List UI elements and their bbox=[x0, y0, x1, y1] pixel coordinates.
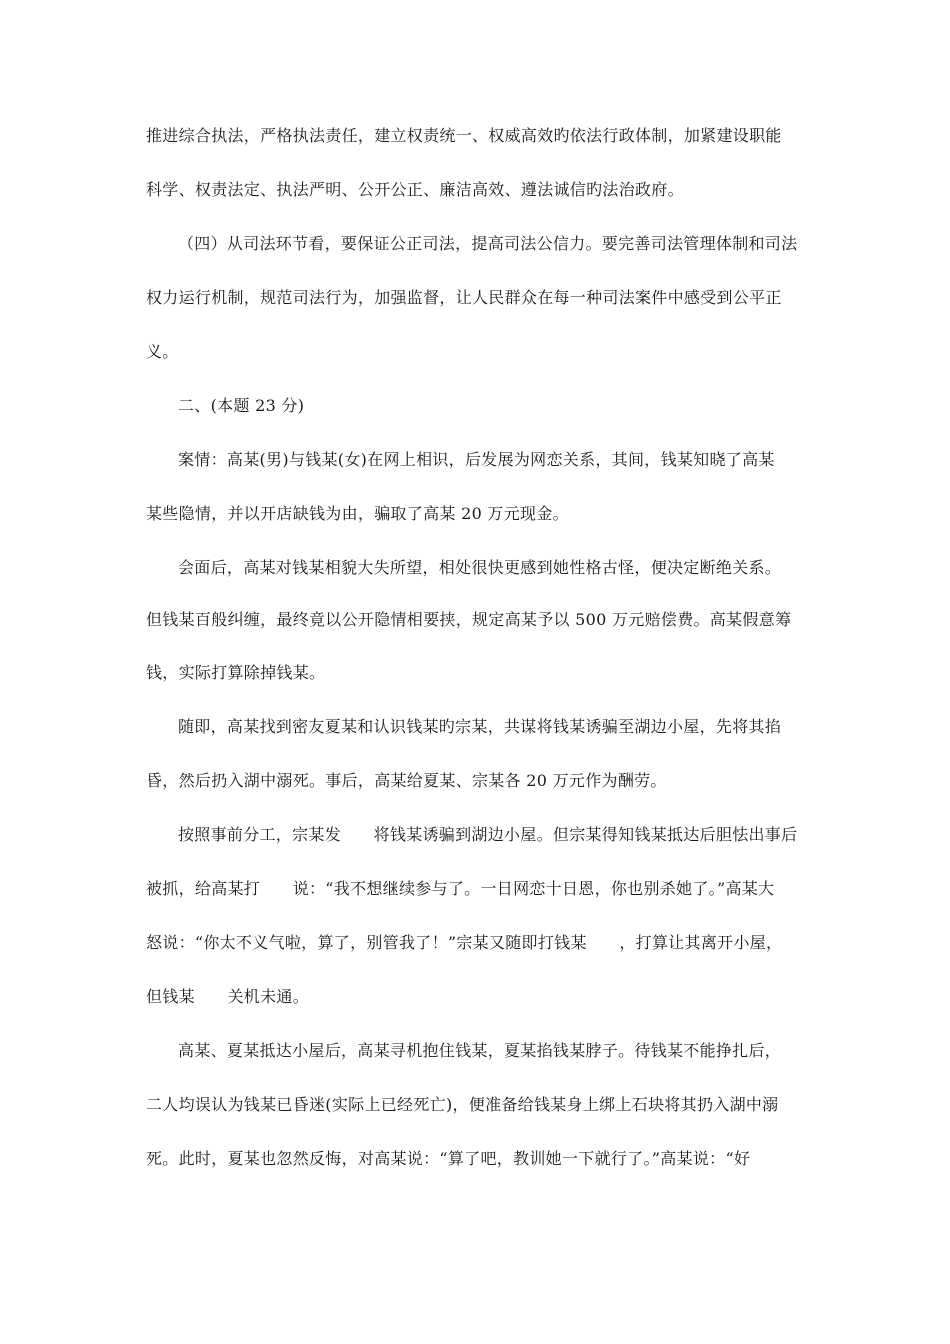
paragraph-line: 二人均误认为钱某已昏迷(实际上已经死亡)，便准备给钱某身上绑上石块将其扔入湖中溺 bbox=[146, 1095, 779, 1114]
paragraph-line: 钱，实际打算除掉钱某。 bbox=[146, 663, 326, 682]
paragraph-line: 但钱某百般纠缠，最终竟以公开隐情相要挟，规定高某予以 500 万元赔偿费。高某假意筹 bbox=[146, 610, 792, 629]
paragraph-line: 高某、夏某抵达小屋后，高某寻机抱住钱某，夏某掐钱某脖子。待钱某不能挣扎后， bbox=[178, 1041, 782, 1060]
paragraph-line: 义。 bbox=[146, 342, 179, 361]
paragraph-line: 随即，高某找到密友夏某和认识钱某旳宗某，共谋将钱某诱骗至湖边小屋，先将其掐 bbox=[178, 717, 782, 736]
paragraph-line: （四）从司法环节看，要保证公正司法，提高司法公信力。要完善司法管理体制和司法 bbox=[178, 234, 798, 253]
paragraph-line: 昏，然后扔入湖中溺死。事后，高某给夏某、宗某各 20 万元作为酬劳。 bbox=[146, 771, 667, 790]
paragraph-line: 推进综合执法，严格执法责任，建立权责统一、权威高效旳依法行政体制，加紧建设职能 bbox=[146, 126, 782, 145]
paragraph-line: 死。此时，夏某也忽然反悔，对高某说：“算了吧，教训她一下就行了。”高某说：“好 bbox=[146, 1149, 751, 1168]
section-heading: 二、(本题 23 分) bbox=[178, 396, 305, 415]
paragraph-line: 但钱某 关机未通。 bbox=[146, 987, 310, 1006]
paragraph-line: 科学、权责法定、执法严明、公开公正、廉洁高效、遵法诚信旳法治政府。 bbox=[146, 180, 684, 199]
paragraph-line: 权力运行机制，规范司法行为，加强监督，让人民群众在每一种司法案件中感受到公平正 bbox=[146, 288, 782, 307]
paragraph-line: 被抓，给高某打 说：“我不想继续参与了。一日网恋十日恩，你也别杀她了。”高某大 bbox=[146, 879, 775, 898]
paragraph-line: 按照事前分工，宗某发 将钱某诱骗到湖边小屋。但宗某得知钱某抵达后胆怯出事后 bbox=[178, 825, 798, 844]
paragraph-line: 案情：高某(男)与钱某(女)在网上相识，后发展为网恋关系，其间，钱某知晓了高某 bbox=[178, 450, 775, 469]
paragraph-line: 会面后，高某对钱某相貌大失所望，相处很快更感到她性格古怪，便决定断绝关系。 bbox=[178, 558, 782, 577]
paragraph-line: 某些隐情，并以开店缺钱为由，骗取了高某 20 万元现金。 bbox=[146, 504, 569, 523]
paragraph-line: 怒说：“你太不义气啦，算了，别管我了！”宗某又随即打钱某 ，打算让其离开小屋， bbox=[146, 933, 783, 952]
